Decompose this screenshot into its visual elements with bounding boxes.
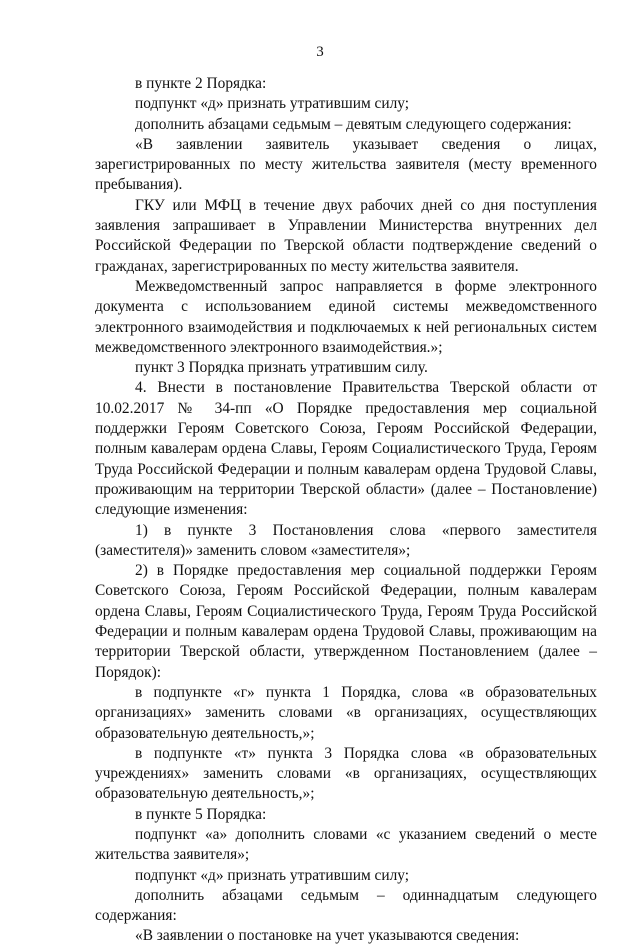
paragraph: подпункт «а» дополнить словами «с указанием сведений о месте жительства заявителя»; <box>95 825 597 864</box>
paragraph: 1) в пункте 3 Постановления слова «первого заместителя (заместителя)» заменить словом «заместителя»; <box>95 521 597 559</box>
paragraph: в подпункте «г» пункта 1 Порядка, слова «в образовательных организациях» заменить словами «в организациях, осуществляющих образовательную деятельность,»; <box>95 683 597 742</box>
paragraph: в пункте 2 Порядка: <box>135 75 267 92</box>
paragraph: 4. Внести в постановление Правительства Тверской области от 10.02.2017 № 34-пп «О Порядке предоставления мер социальной поддержки Героям Советского Союза, Героям Российской Федерации, полным кавалерам ордена Славы, Героям Социалистического Труда, Героям Труда Российской Федерации и полным кавалерам ордена Трудовой Славы, проживающим на территории Тверской области» (далее – Постановление) следующие изменения: <box>95 379 597 519</box>
paragraph: подпункт «д» признать утратившим силу; <box>135 866 410 884</box>
paragraph: «В заявлении о постановке на учет указываются сведения: <box>135 927 520 945</box>
page-number: 3 <box>316 44 324 60</box>
paragraph: 2) в Порядке предоставления мер социальной поддержки Героям Советского Союза, Героям Российской Федерации, полным кавалерам ордена Славы, Героям Социалистического Труда, Героям Труда Российской Федерации и полным кавалерам ордена Трудовой Славы, проживающим на территории Тверской области, утвержденном Постановлением (далее – Порядок): <box>95 562 597 681</box>
paragraph: в пункте 5 Порядка: <box>135 805 267 823</box>
document-body <box>95 74 597 947</box>
paragraph: в подпункте «т» пункта 3 Порядка слова «в образовательных учреждениях» заменить словами «в организациях, осуществляющих образовательную деятельность,»; <box>95 744 597 803</box>
paragraph: дополнить абзацами седьмым – одиннадцатым следующего содержания: <box>95 886 597 925</box>
paragraph: ГКУ или МФЦ в течение двух рабочих дней со дня поступления заявления запрашивает в Управлении Министерства внутренних дел Российской Федерации по Тверской области подтверждение сведений о гражданах, зарегистрированных по месту жительства заявителя. <box>95 196 597 275</box>
paragraph: пункт 3 Порядка признать утратившим силу. <box>135 359 428 377</box>
paragraph: подпункт «д» признать утратившим силу; <box>135 95 410 113</box>
paragraph: «В заявлении заявитель указывает сведения о лицах, зарегистрированных по месту жительства заявителя (месту временного пребывания). <box>95 135 597 194</box>
paragraph: Межведомственный запрос направляется в форме электронного документа с использованием единой системы межведомственного электронного взаимодействия и подключаемых к ней региональных систем межведомственного электронного взаимодействия.»; <box>95 277 597 356</box>
paragraph: дополнить абзацами седьмым – девятым следующего содержания: <box>135 115 572 133</box>
